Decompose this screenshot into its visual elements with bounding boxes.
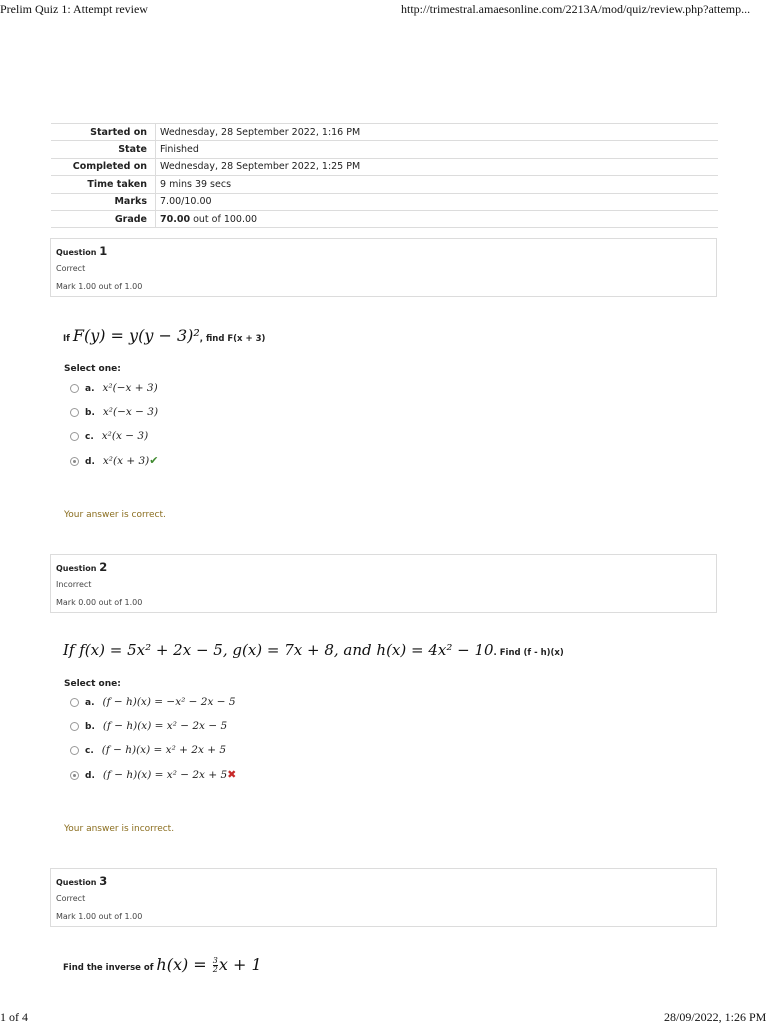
question-1-option-b[interactable]: b. x²(−x − 3) <box>70 406 158 418</box>
radio-button[interactable] <box>70 698 79 707</box>
started-label: Started on <box>51 124 156 141</box>
summary-row-completed <box>51 158 718 175</box>
question-1-mark: Mark 1.00 out of 1.00 <box>56 282 143 291</box>
summary-row-time <box>51 176 718 193</box>
radio-button[interactable] <box>70 722 79 731</box>
grade-rest: out of 100.00 <box>193 213 258 225</box>
grade-score: 70.00 <box>160 213 191 225</box>
question-3-state: Correct <box>56 894 86 903</box>
print-datetime: 28/09/2022, 1:26 PM <box>664 1010 767 1024</box>
question-3-mark: Mark 1.00 out of 1.00 <box>56 912 143 921</box>
summary-row-started <box>51 124 718 141</box>
question-1-option-d[interactable]: d. x²(x + 3)✔ <box>70 454 159 467</box>
question-2-state: Incorrect <box>56 580 92 589</box>
question-1-feedback: Your answer is correct. <box>64 510 166 520</box>
incorrect-cross-icon: ✖ <box>227 768 237 781</box>
question-1-text <box>63 326 265 345</box>
question-2-mark: Mark 0.00 out of 1.00 <box>56 598 143 607</box>
state-label: State <box>51 141 156 158</box>
question-1-state: Correct <box>56 264 86 273</box>
question-3-title: Question 3 <box>56 874 108 888</box>
question-1-option-a[interactable]: a. x²(−x + 3) <box>70 382 158 394</box>
question-3-formula: h(x) = $\frac{3}{2}$ x + 1 <box>156 955 262 974</box>
page-title: Prelim Quiz 1: Attempt review <box>0 2 148 16</box>
marks-label: Marks <box>51 193 156 210</box>
question-2-option-b[interactable]: b. (f − h)(x) = x² − 2x − 5 <box>70 720 227 732</box>
question-2-text <box>63 641 564 659</box>
question-1-info <box>50 238 717 297</box>
page-indicator: 1 of 4 <box>0 1010 28 1024</box>
attempt-summary-table <box>51 123 718 228</box>
grade-label: Grade <box>51 210 156 227</box>
question-2-select-one: Select one: <box>64 679 121 689</box>
question-2-formula: If f(x) = 5x² + 2x − 5, g(x) = 7x + 8, and h(x) = 4x² − 10 <box>63 641 494 659</box>
summary-row-state <box>51 141 718 158</box>
radio-button-selected[interactable] <box>70 457 79 466</box>
fraction: $\frac{3}{2}$ <box>212 956 218 974</box>
question-1-option-c[interactable]: c. x²(x − 3) <box>70 430 148 442</box>
question-3-text <box>63 955 262 974</box>
completed-label: Completed on <box>51 158 156 175</box>
time-value: 9 mins 39 secs <box>156 176 719 193</box>
radio-button[interactable] <box>70 408 79 417</box>
question-2-option-a[interactable]: a. (f − h)(x) = −x² − 2x − 5 <box>70 696 236 708</box>
summary-row-grade <box>51 210 718 227</box>
started-value: Wednesday, 28 September 2022, 1:16 PM <box>156 124 719 141</box>
question-2-title: Question 2 <box>56 560 108 574</box>
radio-button[interactable] <box>70 384 79 393</box>
question-2-option-c[interactable]: c. (f − h)(x) = x² + 2x + 5 <box>70 744 226 756</box>
question-1-prefix: If <box>63 334 70 344</box>
completed-value: Wednesday, 28 September 2022, 1:25 PM <box>156 158 719 175</box>
question-2-option-d[interactable]: d. (f − h)(x) = x² − 2x + 5✖ <box>70 768 236 781</box>
grade-value <box>156 210 719 227</box>
radio-button[interactable] <box>70 746 79 755</box>
radio-button[interactable] <box>70 432 79 441</box>
question-1-title: Question 1 <box>56 244 108 258</box>
radio-button-selected[interactable] <box>70 771 79 780</box>
question-2-feedback: Your answer is incorrect. <box>64 824 175 834</box>
summary-row-marks <box>51 193 718 210</box>
question-2-info <box>50 554 717 613</box>
question-1-formula: F(y) = y(y − 3)² <box>72 326 200 345</box>
question-3-info <box>50 868 717 927</box>
correct-check-icon: ✔ <box>149 454 159 467</box>
page-url[interactable]: http://trimestral.amaesonline.com/2213A/mod/quiz/review.php?attemp... <box>401 2 751 16</box>
question-2-suffix: . Find (f - h)(x) <box>493 648 564 658</box>
question-1-suffix: , find F(x + 3) <box>199 334 266 344</box>
marks-value: 7.00/10.00 <box>156 193 719 210</box>
time-label: Time taken <box>51 176 156 193</box>
question-3-prefix: Find the inverse of <box>63 963 154 973</box>
state-value: Finished <box>156 141 719 158</box>
question-1-select-one: Select one: <box>64 364 121 374</box>
